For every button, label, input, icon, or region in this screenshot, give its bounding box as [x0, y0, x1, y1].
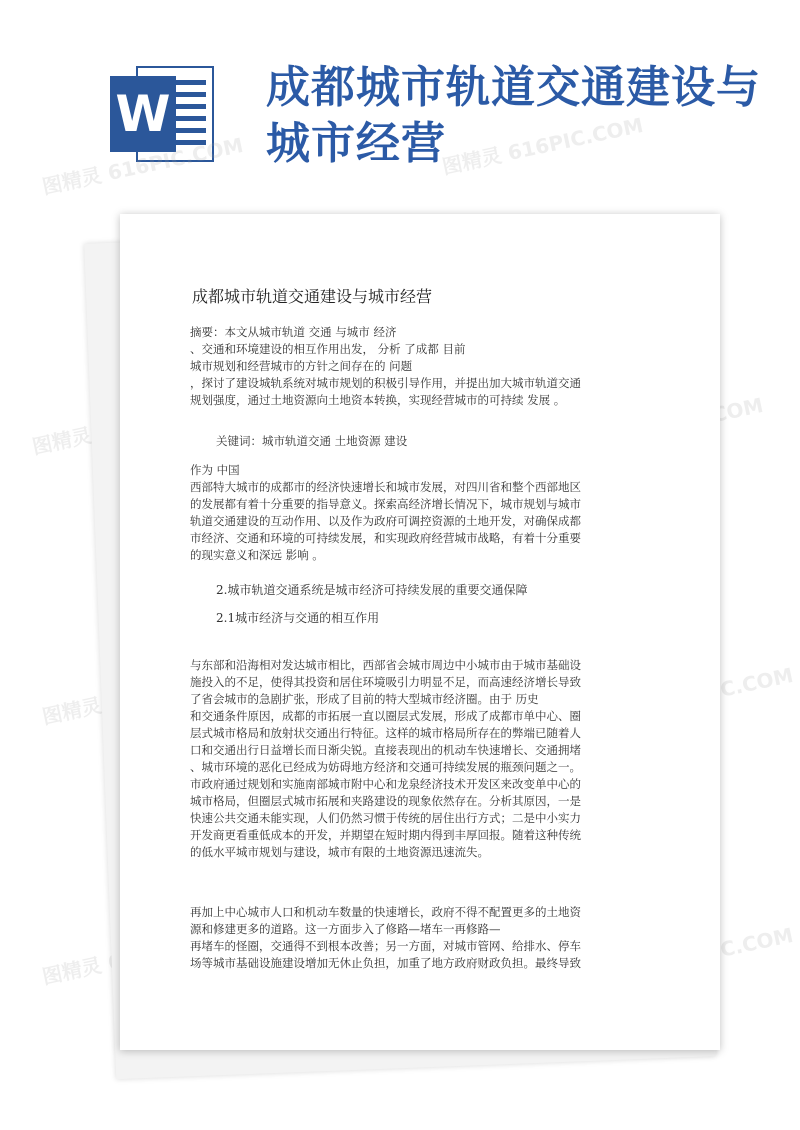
watermark: 图精灵	[40, 953, 104, 989]
watermark: 图精灵	[30, 423, 94, 459]
word-badge: W	[110, 76, 176, 152]
watermark: 图精灵 616PIC.COM	[440, 112, 646, 179]
word-document-icon	[110, 66, 214, 162]
watermark: 图精灵	[40, 693, 104, 729]
intro-paragraph: 作为 中国 西部特大城市的成都市的经济快速增长和城市发展，对四川省和整个西部地区 的发展都有着十分重要的指导意义。探索高经济增长情况下，城市规划与城市 轨道交通建设的互动作用、以及作为政府可调控资源的土地开发，对确保成都 市经济、交通和环境的可持续发展，和实现政府经营城市战略，有着十分重要 的现实意义和深远 影响 。	[190, 463, 581, 562]
body-paragraph: 再加上中心城市人口和机动车数量的快速增长，政府不得不配置更多的土地资 源和修建更多的道路。这一方面步入了修路—堵车一再修路— 再堵车的怪圈，交通得不到根本改善；另一方面，对城市管网、给排水、停车 场等城市基础设施建设增加无休止负担，加重了地方政府财政负担。最终导致	[190, 905, 581, 970]
section-heading-2: 2.城市轨道交通系统是城市经济可持续发展的重要交通保障	[216, 583, 528, 597]
document-title: 成都城市轨道交通建设与城市经营	[192, 287, 433, 306]
watermark: 616PIC.COM	[655, 922, 796, 976]
page-header	[0, 0, 800, 200]
abstract-paragraph: 摘要：本文从城市轨道 交通 与城市 经济 、交通和环境建设的相互作用出发， 分析 了成都 目前 城市规划和经营城市的方针之间存在的 问题 ，探讨了建设城轨系统对城市规划的积极引导作用，并提出加大城市轨道交通 规划强度，通过土地资源向土地资本转换，实现经营城市的可持续 发展 。	[190, 325, 581, 407]
watermark: 616PIC.COM	[655, 662, 796, 716]
keywords-line: 关键词：城市轨道交通 土地资源 建设	[216, 434, 408, 448]
document-page	[120, 214, 720, 1050]
watermark: 图精灵 616PIC.COM	[40, 132, 246, 199]
section-heading-2-1: 2.1城市经济与交通的相互作用	[216, 611, 380, 625]
body-paragraph: 与东部和沿海相对发达城市相比，西部省会城市周边中小城市由于城市基础设 施投入的不足，使得其投资和居住环境吸引力明显不足，而高速经济增长导致 了省会城市的急剧扩张，形成了目前的特大型城市经济圈。由于 历史 和交通条件原因，成都的市拓展一直以圈层式发展，形成了成都市单中心、圈 层式城市格局和放射状交通出行特征。这样的城市格局所存在的弊端已随着人 口和交通出行日益增长而日渐尖锐。直接表现出的机动车快速增长、交通拥堵 、城市环境的恶化已经成为妨碍地方经济和交通可持续发展的瓶颈问题之一。 市政府通过规划和实施南部城市附中心和龙泉经济技术开发区来改变单中心的 城市格局，但圈层式城市拓展和夹路建设的现象依然存在。分析其原因，一是 快速公共交通未能实现，人们仍然习惯于传统的居住出行方式；二是中小实力 开发商更看重低成本的开发，并期望在短时期内得到丰厚回报。随着这种传统 的低水平城市规划与建设，城市有限的土地资源迅速流失。	[190, 658, 581, 859]
page-title: 成都城市轨道交通建设与城市经营	[266, 62, 761, 169]
